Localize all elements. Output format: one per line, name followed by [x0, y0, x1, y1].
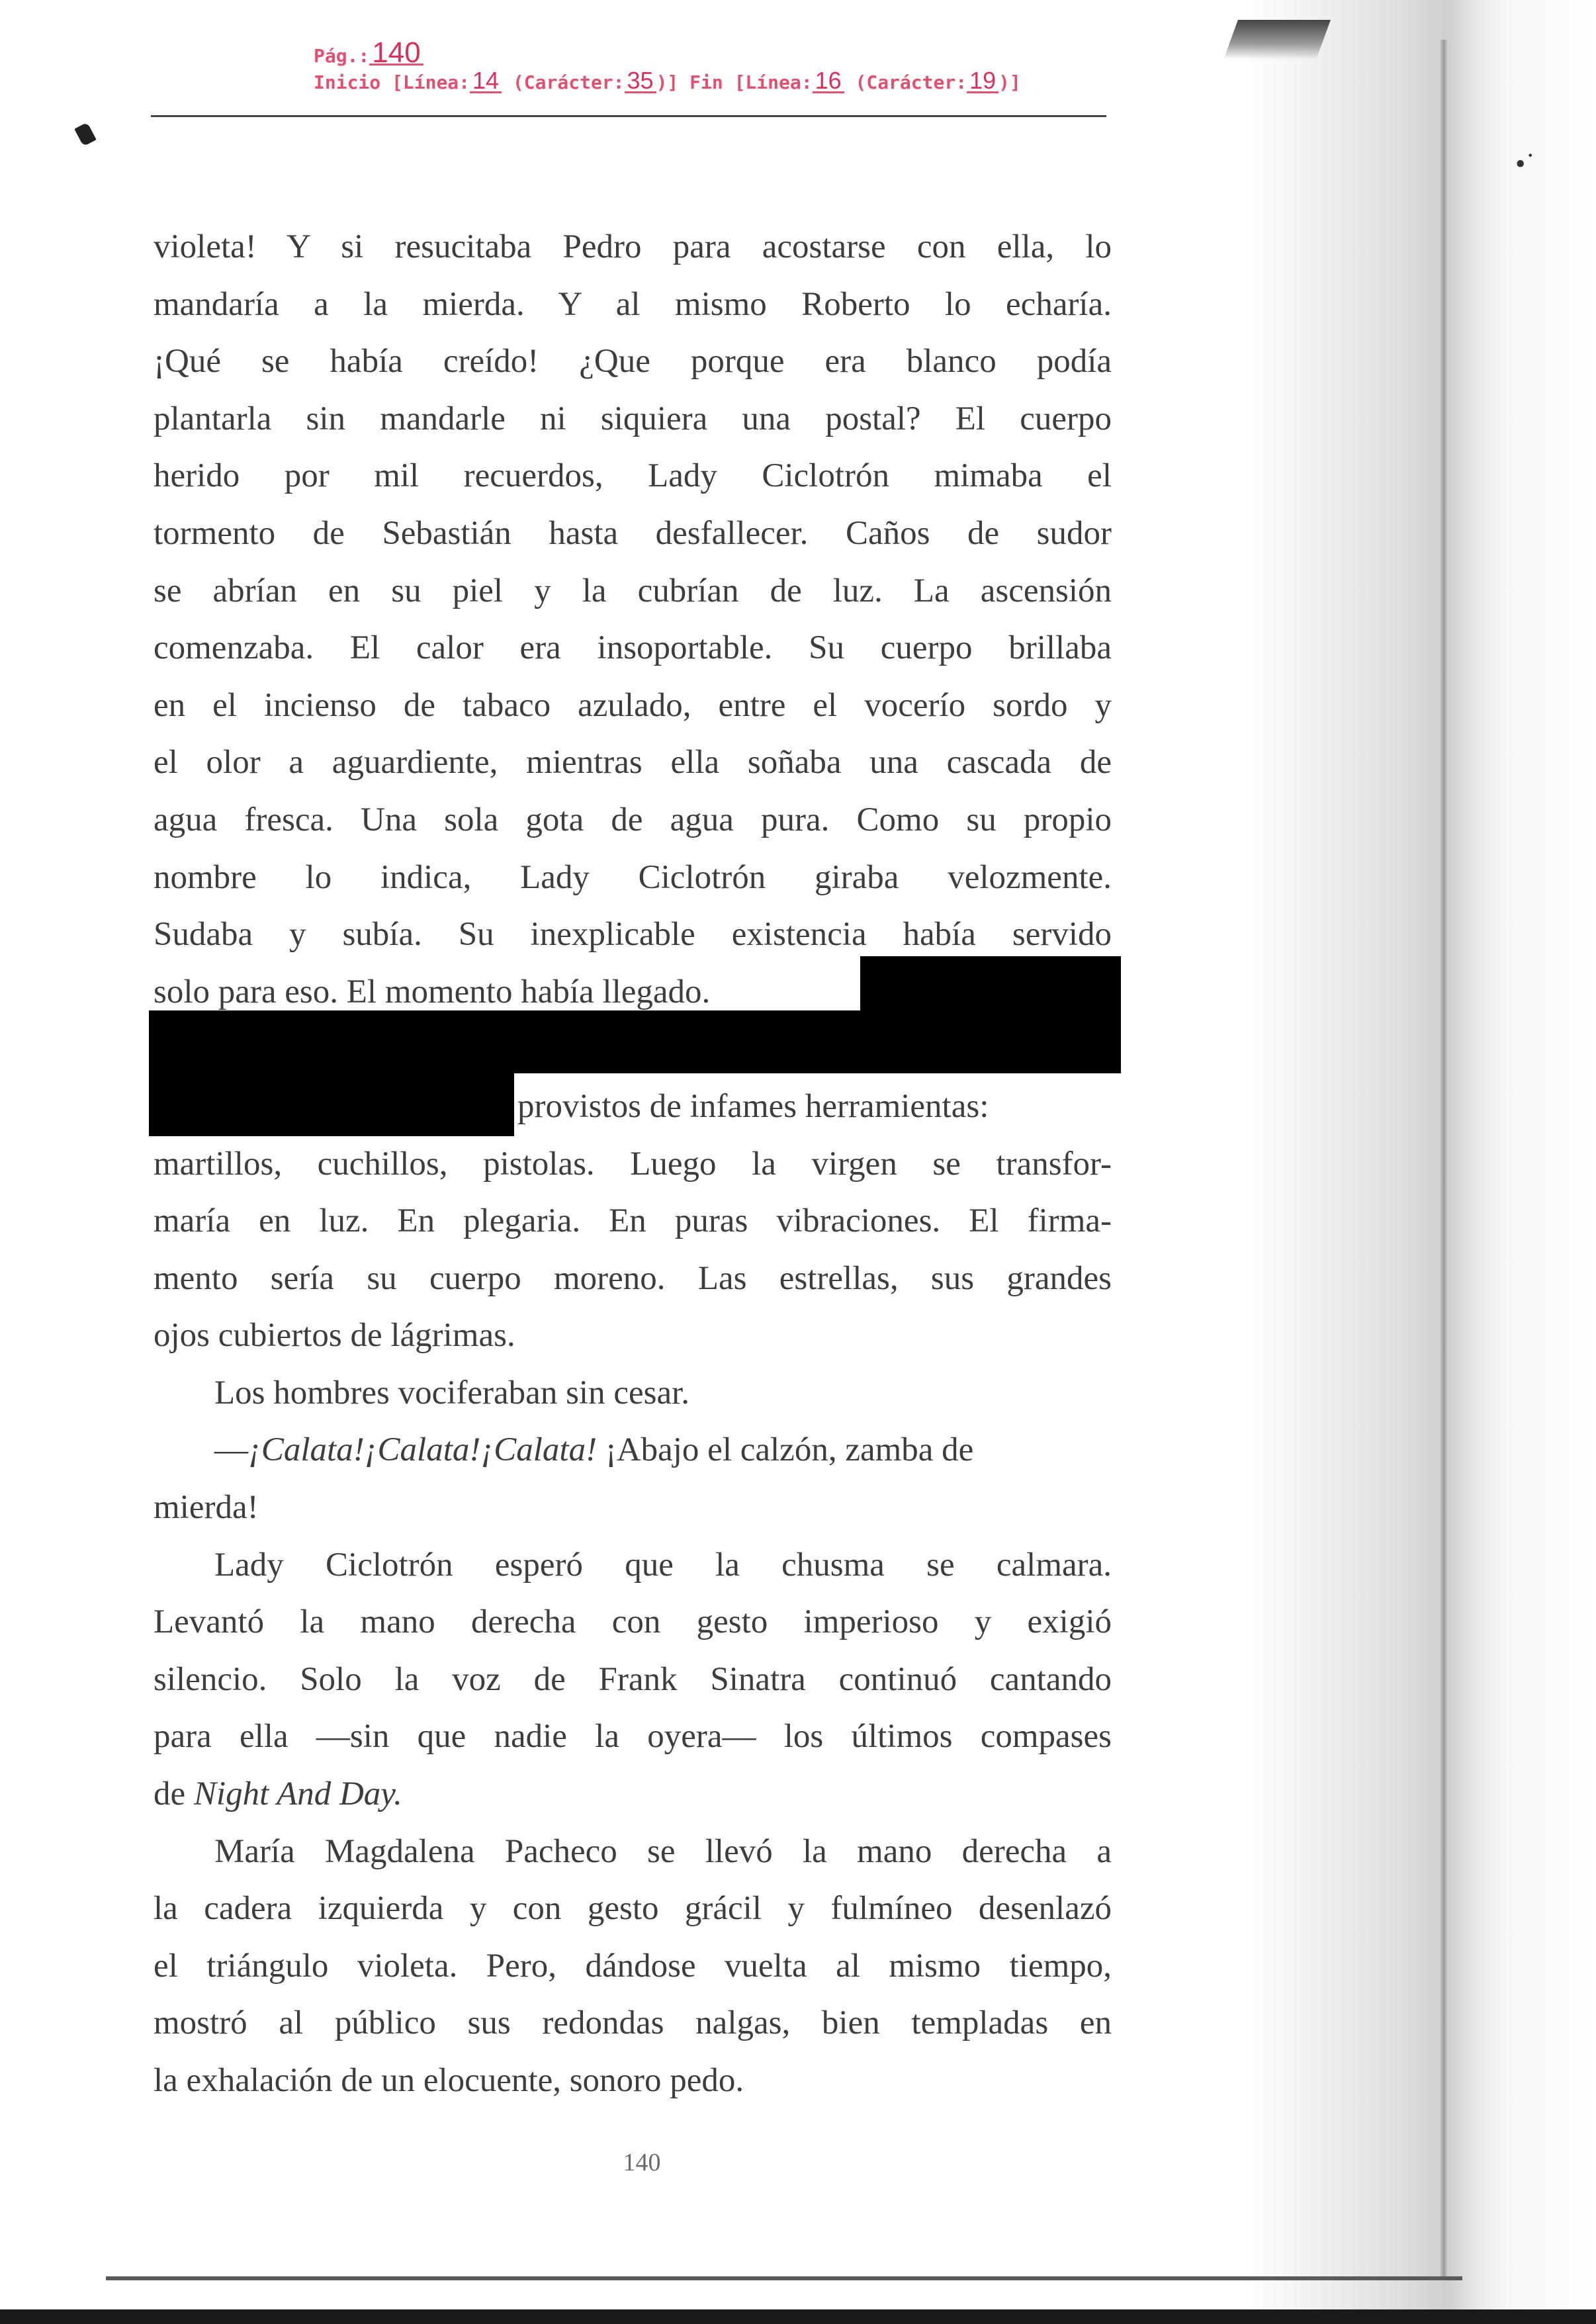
- linea-label: [Línea:: [392, 71, 470, 93]
- binding-edge: [1439, 40, 1448, 2276]
- page-number: 140: [623, 2149, 661, 2176]
- text-line: el olor a aguardiente, mientras ella soñaba una cascada de: [154, 744, 1112, 782]
- text-line: nombre lo indica, Lady Ciclotrón giraba velozmente.: [154, 858, 1112, 896]
- header-rule: [151, 115, 1106, 117]
- dialogue-italic: ¡Calata!¡Calata!¡Calata!: [248, 1431, 598, 1469]
- dialogue-line: [154, 1421, 1112, 1479]
- text-line: violeta! Y si resucitaba Pedro para acostarse con ella, lo: [154, 228, 1112, 265]
- page-body: [154, 218, 1112, 2110]
- text-line: ojos cubiertos de lágrimas.: [154, 1317, 515, 1355]
- fin-label: )] Fin [Línea:: [656, 71, 813, 93]
- text-line: Lady Ciclotrón esperó que la chusma se calmara.: [214, 1546, 1112, 1584]
- text-segment: de: [154, 1775, 194, 1813]
- song-title: Night And Day.: [193, 1775, 402, 1813]
- page-annotation: [314, 36, 423, 69]
- text-line: Sudaba y subía. Su inexplicable existencia había servido: [154, 916, 1112, 954]
- page-fold: [1223, 20, 1331, 60]
- binding-shadow: [1244, 0, 1596, 2324]
- text-line: para ella —sin que nadie la oyera— los últimos compases: [154, 1718, 1112, 1756]
- annotation-header: [311, 33, 1105, 106]
- text-line: martillos, cuchillos, pistolas. Luego la virgen se transfor-: [154, 1145, 1112, 1183]
- fin-caracter: 19: [967, 70, 998, 93]
- text-line: agua fresca. Una sola gota de agua pura. Como su propio: [154, 801, 1112, 838]
- bottom-edge: [0, 2309, 1596, 2324]
- text-line: silencio. Solo la voz de Frank Sinatra continuó cantando: [154, 1660, 1112, 1698]
- text-line: mierda!: [154, 1489, 259, 1527]
- pag-value: 140: [369, 42, 423, 66]
- dash: —: [214, 1431, 248, 1469]
- text-line: ¡Qué se había creído! ¿Que porque era blanco podía: [154, 343, 1112, 380]
- inicio-linea: 14: [470, 70, 502, 93]
- inicio-label: Inicio: [314, 71, 381, 93]
- pag-label: Pág.:: [314, 45, 370, 67]
- text-line: tormento de Sebastián hasta desfallecer. Caños de sudor: [154, 514, 1112, 552]
- dialogue-rest: ¡Abajo el calzón, zamba de: [597, 1431, 974, 1469]
- fin-caracter-label: (Carácter:: [855, 71, 967, 93]
- text-line: mandaría a la mierda. Y al mismo Roberto lo echaría.: [154, 285, 1112, 323]
- close-bracket: )]: [998, 71, 1021, 93]
- text-line: [154, 1765, 1112, 1823]
- text-line: maría en luz. En plegaria. En puras vibraciones. El firma-: [154, 1202, 1112, 1240]
- text-line: la cadera izquierda y con gesto grácil y fulmíneo desenlazó: [154, 1890, 1112, 1928]
- scan-dots: •˙: [1515, 148, 1536, 180]
- text-line: herido por mil recuerdos, Lady Ciclotrón mimaba el: [154, 457, 1112, 495]
- text-line: Levantó la mano derecha con gesto imperioso y exigió: [154, 1603, 1112, 1641]
- scan-speck: [74, 122, 97, 147]
- caracter-label: (Carácter:: [512, 71, 625, 93]
- text-line: mento sería su cuerpo moreno. Las estrellas, sus grandes: [154, 1259, 1112, 1297]
- redaction-box: [860, 956, 1121, 1010]
- text-line: comenzaba. El calor era insoportable. Su cuerpo brillaba: [154, 629, 1112, 667]
- redaction-box: [149, 1010, 1121, 1073]
- text-line: María Magdalena Pacheco se llevó la mano derecha a: [214, 1832, 1112, 1870]
- redaction-box: [149, 1073, 514, 1136]
- inicio-caracter: 35: [625, 70, 656, 93]
- text-line: solo para eso. El momento había llegado.: [154, 973, 711, 1010]
- fin-linea: 16: [813, 70, 844, 93]
- text-line: mostró al público sus redondas nalgas, bien templadas en: [154, 2004, 1112, 2042]
- text-line: plantarla sin mandarle ni siquiera una postal? El cuerpo: [154, 400, 1112, 437]
- text-line: la exhalación de un elocuente, sonoro pedo.: [154, 2062, 744, 2099]
- text-line: Los hombres vociferaban sin cesar.: [214, 1374, 690, 1411]
- text-line: el triángulo violeta. Pero, dándose vuelta al mismo tiempo,: [154, 1947, 1112, 1985]
- text-line: en el incienso de tabaco azulado, entre el vocerío sordo y: [154, 686, 1112, 724]
- range-annotation: [314, 67, 1021, 94]
- bottom-edge-line: [106, 2276, 1462, 2280]
- text-line: se abrían en su piel y la cubrían de luz. La ascensión: [154, 572, 1112, 609]
- text-line: provistos de infames herramientas:: [517, 1087, 989, 1125]
